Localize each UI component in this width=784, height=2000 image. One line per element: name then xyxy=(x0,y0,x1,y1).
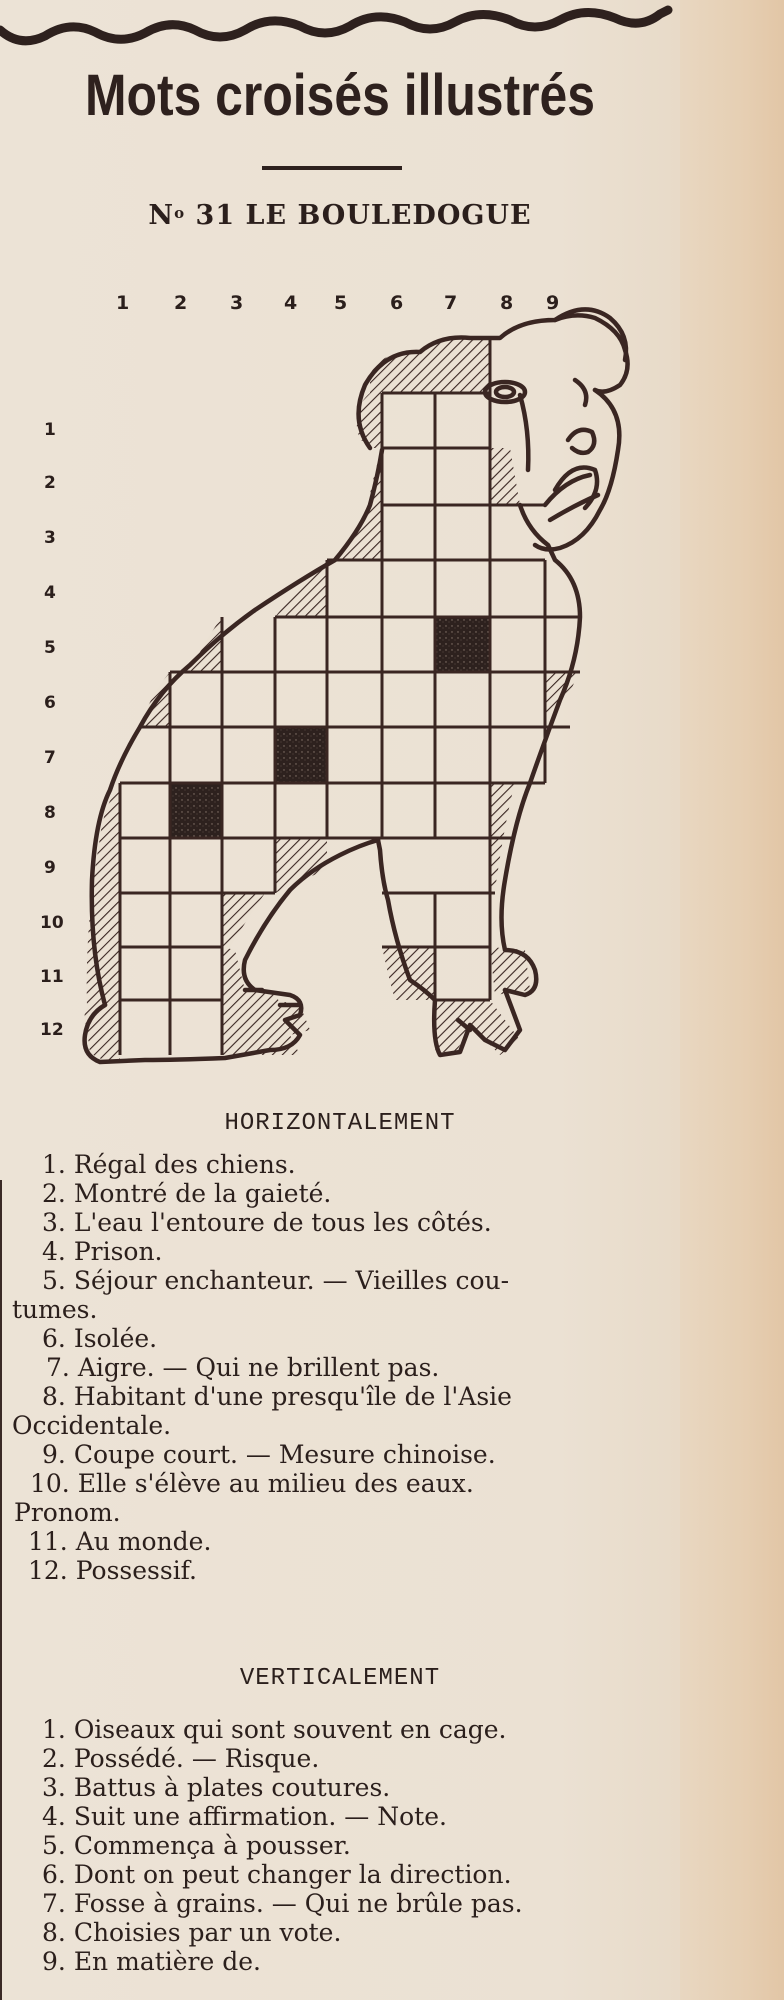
row-number: 3 xyxy=(44,528,56,548)
row-number: 5 xyxy=(44,638,56,658)
vertical-clues xyxy=(0,1715,680,1976)
clue-h-9: 9. Coupe court. — Mesure chinoise. xyxy=(42,1440,496,1469)
column-number: 3 xyxy=(230,292,244,314)
row-number: 12 xyxy=(40,1020,64,1040)
black-cell xyxy=(170,783,222,838)
clue-h-12: 12. Possessif. xyxy=(28,1556,197,1585)
clue-h-5-continuation: tumes. xyxy=(12,1295,98,1324)
black-cell xyxy=(275,727,327,783)
column-number: 1 xyxy=(116,292,130,314)
row-number: 1 xyxy=(44,420,56,440)
row-number: 2 xyxy=(44,473,56,493)
clue-h-10-continuation: Pronom. xyxy=(14,1498,121,1527)
clue-h-4: 4. Prison. xyxy=(42,1237,163,1266)
column-number: 2 xyxy=(174,292,188,314)
clue-v-4: 4. Suit une affirmation. — Note. xyxy=(42,1802,447,1831)
clue-h-3: 3. L'eau l'entoure de tous les côtés. xyxy=(42,1208,492,1237)
number-superscript: o xyxy=(174,204,186,222)
column-number: 8 xyxy=(500,292,514,314)
row-number: 11 xyxy=(40,967,64,987)
clue-h-8: 8. Habitant d'une presqu'île de l'Asie xyxy=(42,1382,512,1411)
clue-h-8-continuation: Occidentale. xyxy=(12,1411,172,1440)
clue-v-8: 8. Choisies par un vote. xyxy=(42,1918,342,1947)
horizontal-heading: HORIZONTALEMENT xyxy=(224,1110,456,1137)
column-number: 7 xyxy=(444,292,458,314)
clue-v-7: 7. Fosse à grains. — Qui ne brûle pas. xyxy=(42,1889,523,1918)
grid-lines xyxy=(120,338,580,1055)
horizontal-clues xyxy=(0,1150,680,1585)
vertical-heading: VERTICALEMENT xyxy=(239,1665,441,1692)
clue-h-5: 5. Séjour enchanteur. — Vieilles cou- xyxy=(42,1266,510,1295)
clue-h-6: 6. Isolée. xyxy=(42,1324,158,1353)
puzzle-name: LE BOULEDOGUE xyxy=(245,200,532,231)
column-number: 5 xyxy=(334,292,348,314)
row-number: 6 xyxy=(44,693,56,713)
clue-h-1: 1. Régal des chiens. xyxy=(42,1150,296,1179)
row-number: 7 xyxy=(44,748,56,768)
clue-v-9: 9. En matière de. xyxy=(42,1947,261,1976)
row-number: 9 xyxy=(44,858,56,878)
clue-h-10: 10. Elle s'élève au milieu des eaux. xyxy=(30,1469,474,1498)
column-number: 4 xyxy=(284,292,298,314)
puzzle-number: 31 xyxy=(195,200,236,231)
clue-v-6: 6. Dont on peut changer la direction. xyxy=(42,1860,512,1889)
page-title: Mots croisés illustrés xyxy=(84,63,596,128)
column-rule xyxy=(0,1180,2,2000)
clue-h-11: 11. Au monde. xyxy=(28,1527,212,1556)
clue-h-7: 7. Aigre. — Qui ne brillent pas. xyxy=(46,1353,440,1382)
number-prefix: N xyxy=(148,200,175,231)
row-number: 4 xyxy=(44,583,56,603)
row-number: 10 xyxy=(40,913,64,933)
column-number: 9 xyxy=(546,292,560,314)
column-number: 6 xyxy=(390,292,404,314)
clue-v-2: 2. Possédé. — Risque. xyxy=(42,1744,320,1773)
clue-v-1: 1. Oiseaux qui sont souvent en cage. xyxy=(42,1715,507,1744)
clue-v-5: 5. Commença à pousser. xyxy=(42,1831,351,1860)
clue-h-2: 2. Montré de la gaieté. xyxy=(42,1179,332,1208)
row-number: 8 xyxy=(44,803,56,823)
black-cell xyxy=(435,617,490,672)
clue-v-3: 3. Battus à plates coutures. xyxy=(42,1773,391,1802)
